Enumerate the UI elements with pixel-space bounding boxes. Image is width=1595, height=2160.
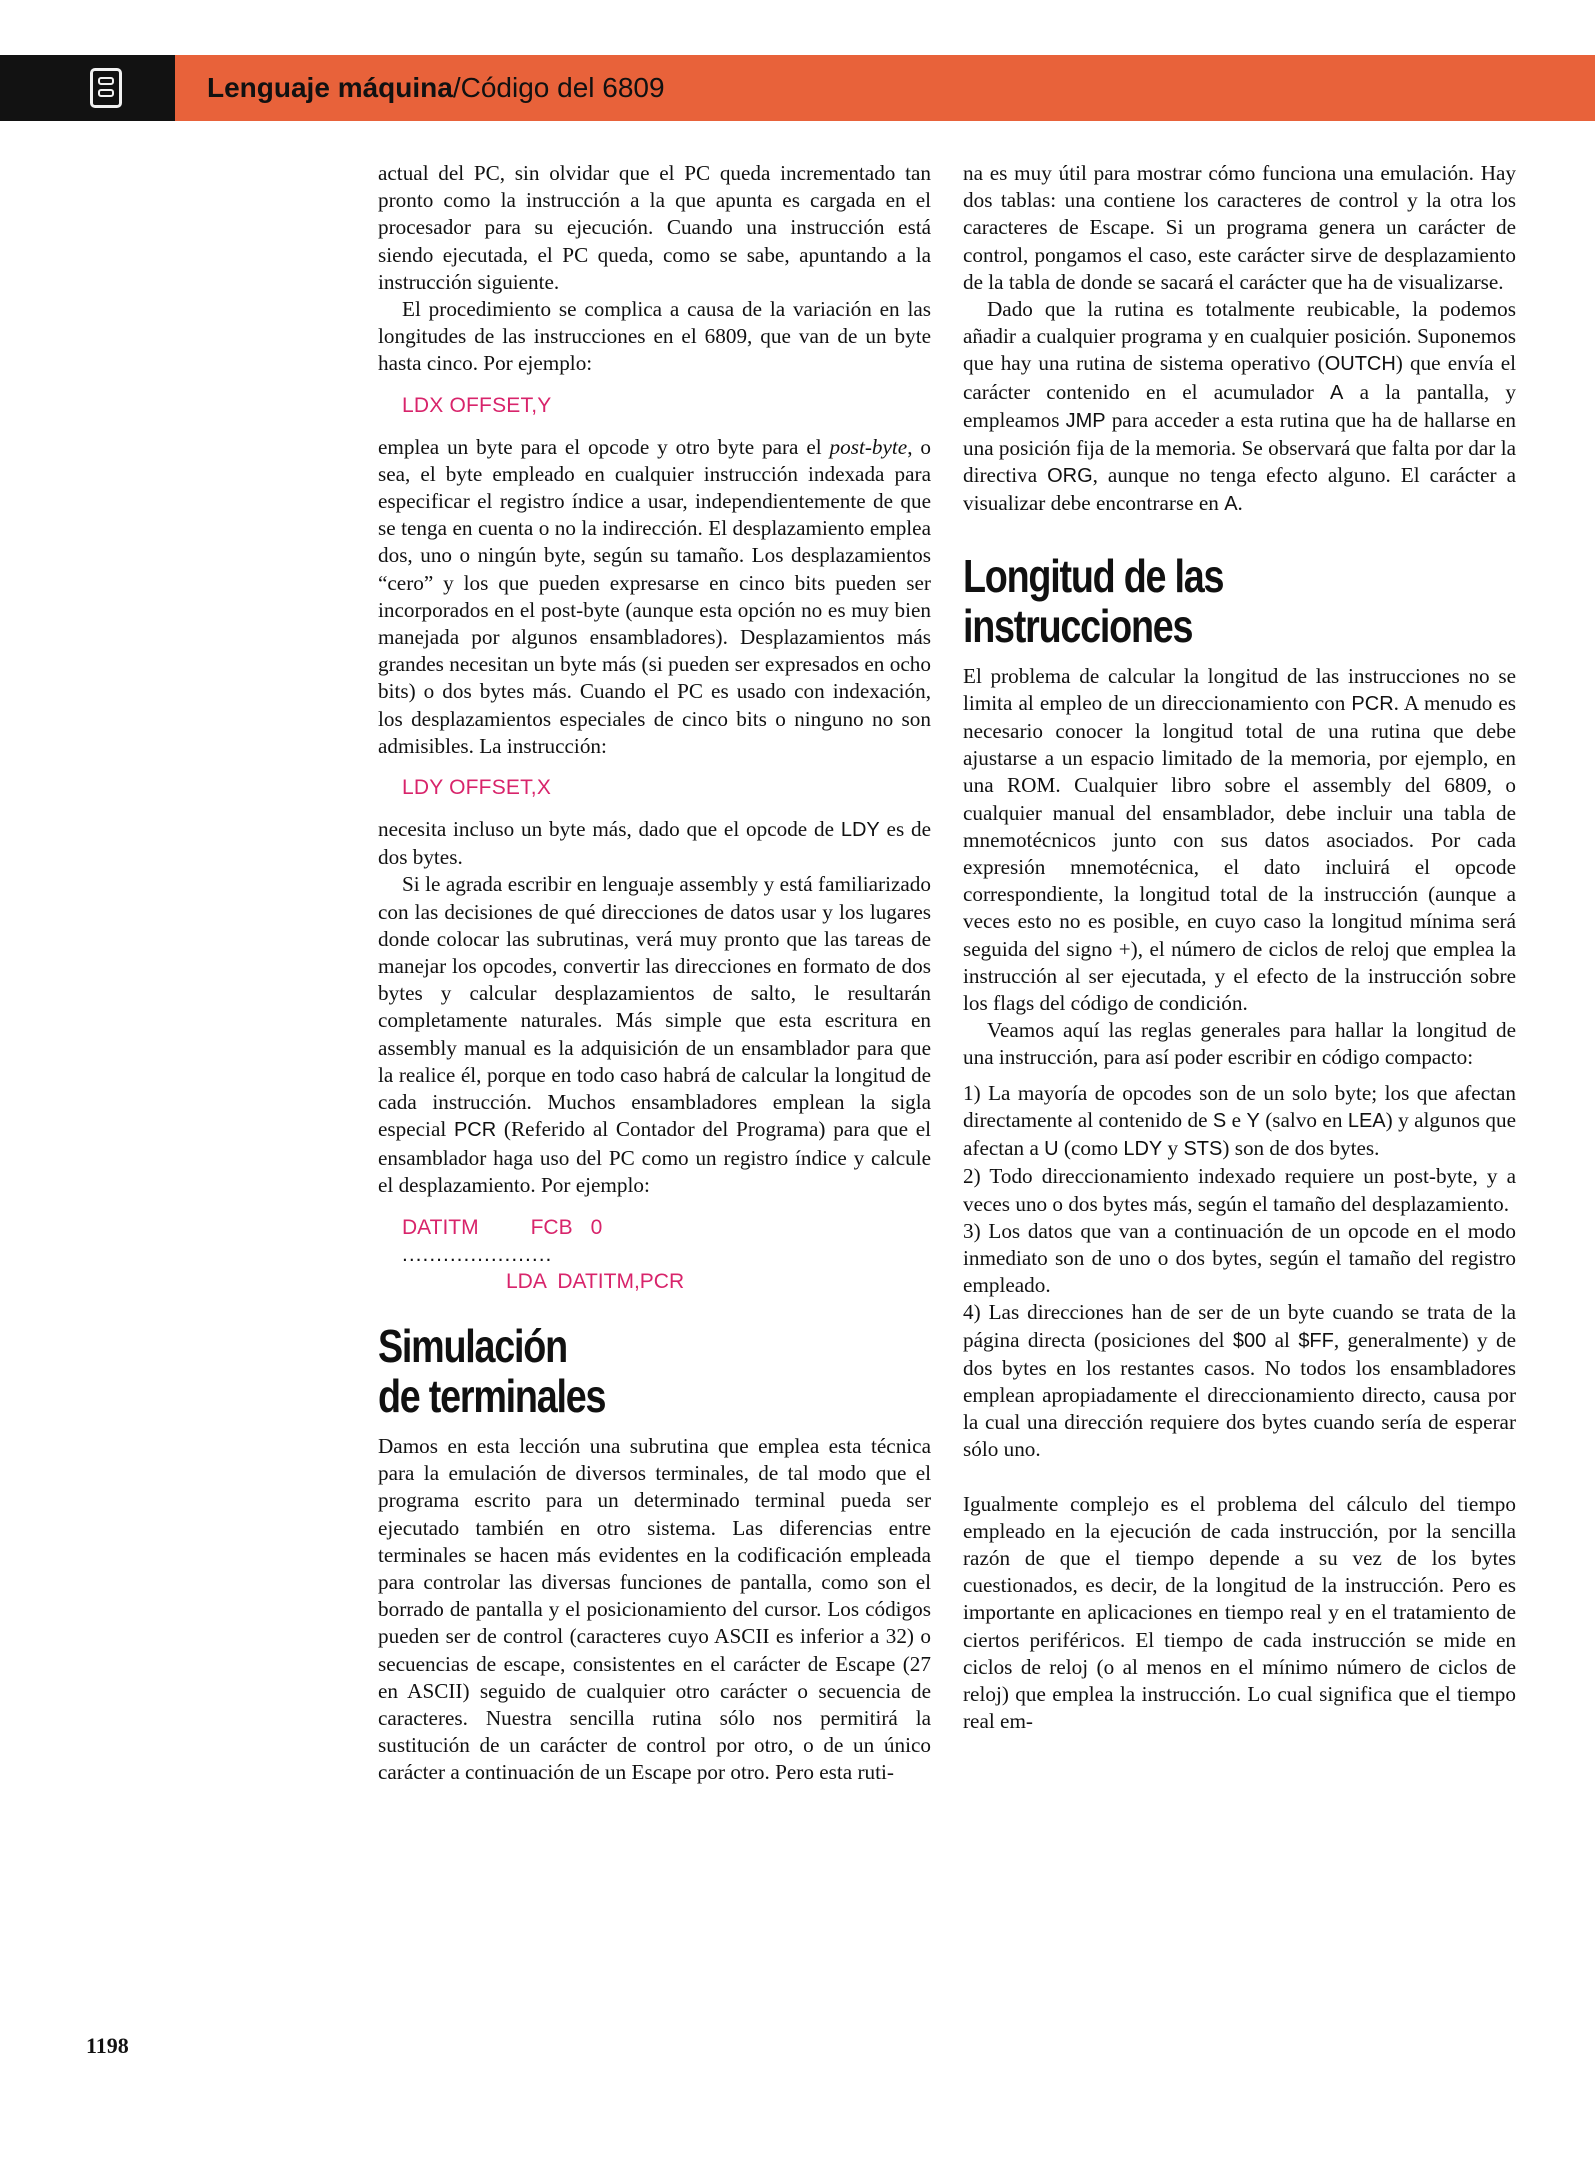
term-post-byte: post-byte [829,434,908,459]
left-column [378,160,931,1787]
list-item: 3) Los datos que van a continuación de un opcode en el modo inmediato son de uno o dos bytes, según el tamaño del registro empleado. [963,1218,1516,1298]
paragraph: Veamos aquí las reglas generales para hallar la longitud de una instrucción, para así poder escribir en código compacto: [963,1018,1516,1070]
code-label: DATITM [402,1215,479,1239]
inline-code: A [1330,381,1344,404]
paragraph: Damos en esta lección una subrutina que emplea esta técnica para la emulación de diversos terminales, de tal modo que el programa escrito para un determinado terminal pueda ser ejecutado también en otro sistema. Las diferencias entre terminales se hacen más evidentes en la codificación empleada para controlar las diversas funciones de pantalla, como son el borrado de pantalla y el posicionamiento del cursor. Los códigos pueden ser de control (caracteres cuyo ASCII es inferior a 32) o secuencias de escape, consistentes en el carácter de Escape (27 en ASCII) seguido de cualquier otro carácter o secuencia de caracteres. Nuestra sencilla rutina sólo nos permitirá la sustitución de un carácter de control por otro, o de un único carácter a continuación de un Escape por otro. Pero esta ruti- [378,1433,931,1785]
code-example-ldx: LDX OFFSET,Y [402,393,552,417]
list-item: 4) Las direcciones han de ser de un byte cuando se trata de la página directa (posiciones del $00 al $FF, generalmente) y de dos bytes en los restantes casos. No todos los ensambladores emplean apropiadamente el direccionamiento directo, causa por la cual una dirección requiere dos bytes cuando sería de esperar sólo uno. [963,1300,1516,1462]
list-item: 2) Todo direccionamiento indexado requiere un post-byte, y a veces uno o dos bytes más, según el tamaño del desplazamiento. [963,1164,1516,1216]
code-arg: 0 [590,1215,603,1239]
paragraph: El procedimiento se complica a causa de la variación en las longitudes de las instrucciones en el 6809, que van de un byte hasta cinco. Por ejemplo: [378,297,931,376]
code-line: LDA DATITM,PCR [506,1269,685,1293]
inline-code: PCR [1351,692,1394,715]
paragraph: actual del PC, sin olvidar que el PC queda incrementado tan pronto como la instrucción a la que apunta es cargada en el procesador para su ejecución. Cuando una instrucción está siendo ejecutada, el PC queda, como se sabe, apuntando a la instrucción siguiente. [378,161,931,294]
list-item: 1) La mayoría de opcodes son de un solo byte; los que afectan directamente al contenido de S e Y (salvo en LEA) y algunos que afectan a U (como LDY y STS) son de dos bytes. [963,1080,1517,1161]
paragraph: El problema de calcular la longitud de las instrucciones no se limita al empleo de un direccionamiento con PCR. A menudo es necesario conocer la longitud total de una rutina que debe ajustarse a un espacio limitado de la memoria, por ejemplo, en una ROM. Cualquier libro sobre el assembly del 6809, o cualquier manual del ensamblador, debe incluir una tabla de mnemotécnicos junto con sus datos asociados. Por cada expresión mnemotécnica, el dato incluirá el opcode correspondiente, la longitud total de la instrucción (aunque a veces esto no es posible, en cuyo caso la longitud mínima será seguida del signo +), el número de ciclos de reloj que emplea la instrucción al ser ejecutada, y el efecto de la instrucción sobre los flags del código de condición. [963,663,1517,1016]
paragraph: necesita incluso un byte más, dado que el opcode de LDY es de dos bytes. [378,817,931,870]
code-example-pcr [402,1214,931,1295]
inline-code: ORG [1047,465,1093,488]
right-column [963,160,1516,1735]
header-title-rest: /Código del 6809 [452,72,665,103]
paragraph: Si le agrada escribir en lenguaje assembly y está familiarizado con las decisiones de qué direcciones de datos usar y los lugares donde colocar las subrutinas, verá muy pronto que las tareas de manejar los opcodes, convertir las direcciones en formato de dos bytes y calcular desplazamientos de salto, le resultarán completamente naturales. Más simple que esta escritura en assembly manual es la adquisición de un ensamblador para que la realice él, porque en todo caso habrá de calcular la longitud de cada instrucción. Muchos ensambladores emplean la sigla especial PCR (Referido al Contador del Programa) para que el ensamblador haga uso del PC como un registro índice y calcule el desplazamiento. Por ejemplo: [378,872,931,1197]
inline-code: PCR [453,1119,497,1142]
inline-code: A [1224,493,1238,516]
code-op: FCB [530,1215,573,1239]
section-heading-simulacion: Simulación de terminales [378,1319,606,1422]
paragraph: Igualmente complejo es el problema del cálculo del tiempo empleado en la ejecución de cada instrucción, por la sencilla razón de que el tiempo depende a su vez de los bytes cuestionados, es decir, de la longitud de la instrucción. Pero es importante en aplicaciones en tiempo real y en el tratamiento de ciertos periféricos. El tiempo de cada instrucción se mide en ciclos de reloj (o al menos en el mínimo número de ciclos de reloj) que emplea la instrucción. Lo cual significa que el tiempo real em- [963,1491,1516,1734]
computer-icon [90,68,122,108]
paragraph: Dado que la rutina es totalmente reubicable, la podemos añadir a cualquier programa y en cualquier posición. Suponemos que hay una rutina de sistema operativo (OUTCH) que envía el carácter contenido en el acumulador A a la pantalla, y empleamos JMP para acceder a esta rutina que ha de hallarse en una posición fija de la memoria. Se observará que falta por dar la directiva ORG, aunque no tenga efecto alguno. El carácter a visualizar debe encontrarse en A. [963,297,1517,516]
paragraph: emplea un byte para el opcode y otro byte para el post-byte, o sea, el byte empleado en cualquier instrucción indexada para especificar el registro índice a usar, independientemente de que se tenga en cuenta o no la indirección. El desplazamiento emplea dos, uno o ningún byte, según su tamaño. Los desplazamientos “cero” y los que pueden expresarse en cinco bits pueden ser incorporados en el post-byte (aunque esta opción no es muy bien manejada por algunos ensambladores). Desplazamientos más grandes necesitan un byte más (si pueden ser expresados en ocho bits) o dos bytes más. Cuando el PC es usado con indexación, los desplazamientos especiales de cinco bits o ninguno no son admisibles. La instrucción: [378,434,931,758]
inline-code: OUTCH [1324,353,1396,376]
paragraph: na es muy útil para mostrar cómo funciona una emulación. Hay dos tablas: una contiene los caracteres de control y la otra los caracteres de Escape. Si un programa genera un carácter de control, pongamos el caso, este carácter sirve de desplazamiento de la tabla de donde se sacará el carácter que ha de visualizarse. [963,161,1516,294]
code-example-ldy: LDY OFFSET,X [402,776,552,800]
inline-code: JMP [1065,409,1106,432]
code-ellipsis: ...................... [402,1242,553,1266]
inline-code: LDY [840,819,880,842]
running-header [207,64,665,112]
section-heading-longitud: Longitud de las instrucciones [963,549,1224,652]
header-block [0,55,175,121]
page-number: 1198 [86,2033,129,2058]
header-title-bold: Lenguaje máquina [207,72,453,103]
